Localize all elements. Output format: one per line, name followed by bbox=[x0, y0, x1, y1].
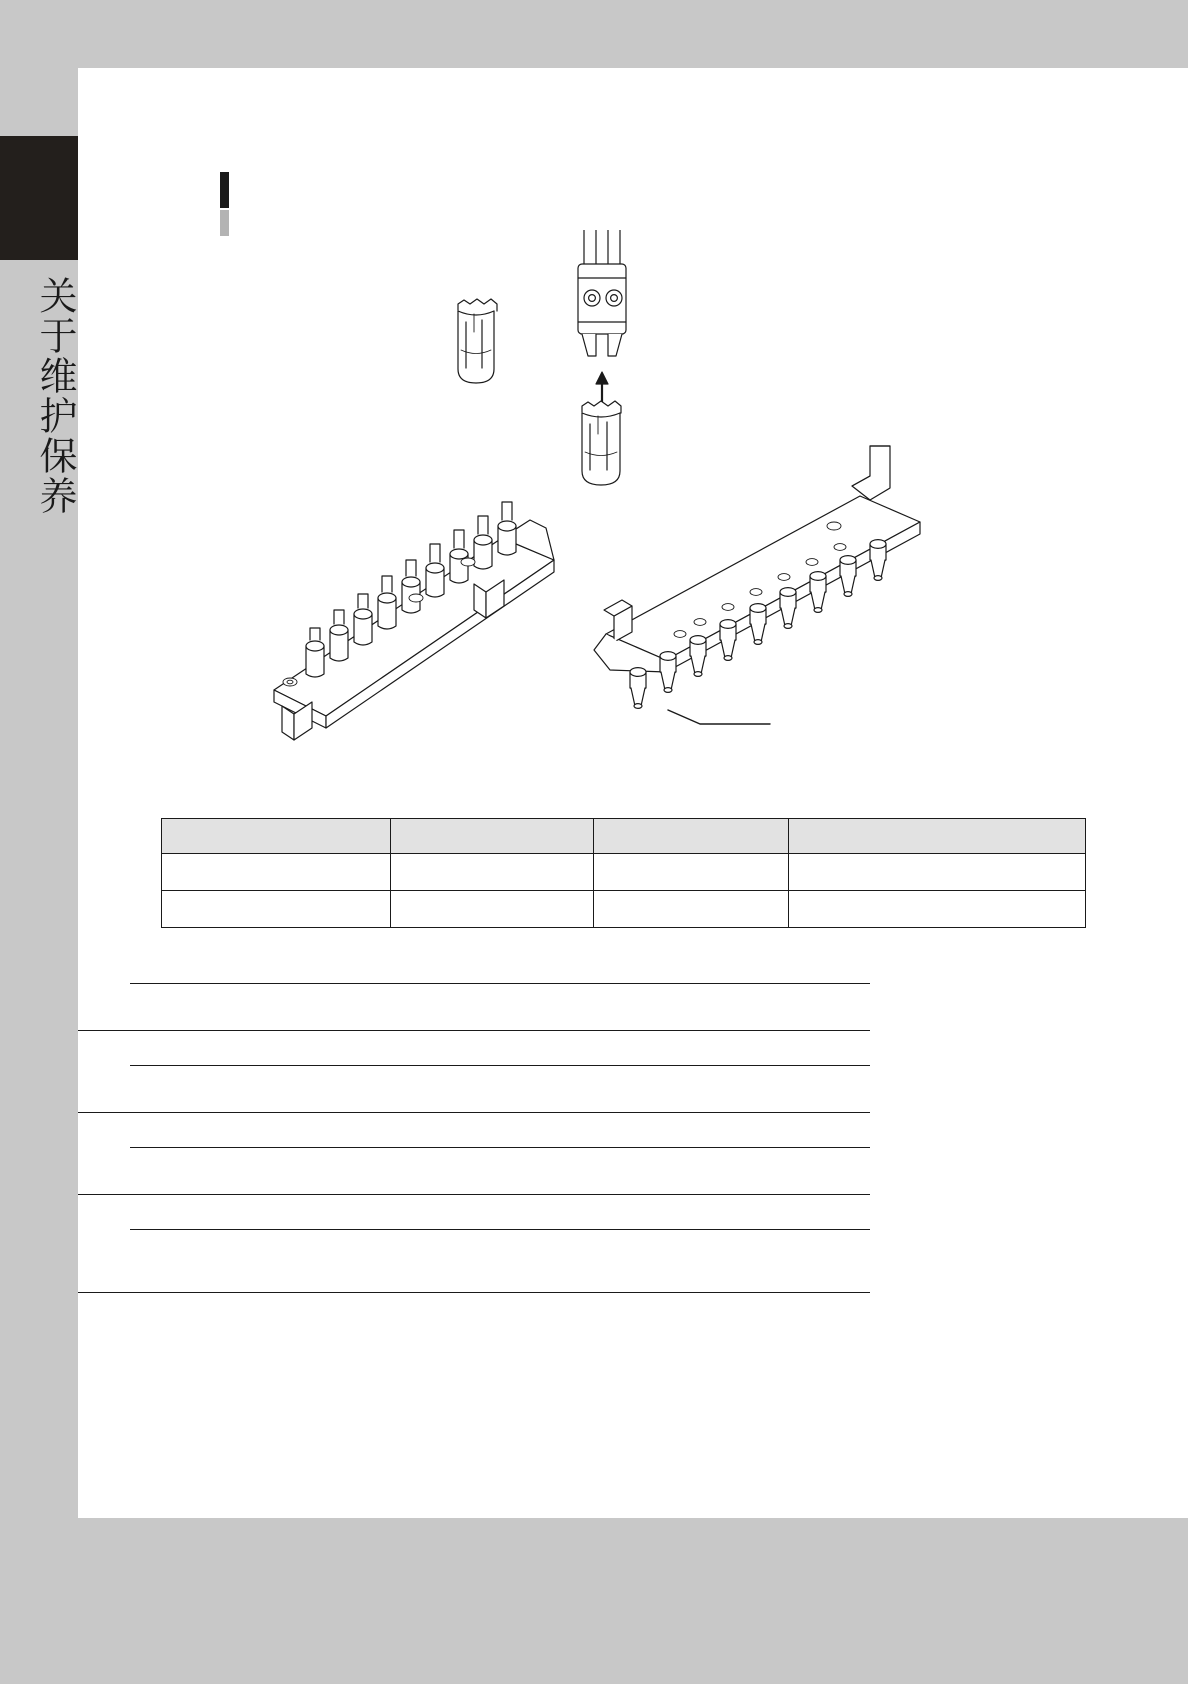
tool-rack-left bbox=[274, 502, 554, 740]
drill-holder-assembly bbox=[578, 230, 626, 356]
figure-illustration bbox=[230, 230, 990, 770]
table-row bbox=[162, 854, 1086, 891]
note-rule bbox=[130, 1147, 870, 1148]
notes-rules bbox=[0, 955, 1110, 1295]
table-header-row bbox=[162, 819, 1086, 854]
table-header-cell-2 bbox=[391, 819, 594, 854]
leader-line bbox=[668, 710, 770, 724]
table-header-cell-1 bbox=[162, 819, 391, 854]
sidebar-tab-label: 关于维护保养 bbox=[33, 276, 77, 516]
section-marker bbox=[220, 172, 229, 238]
table-cell bbox=[162, 891, 391, 928]
note-rule bbox=[78, 1030, 870, 1031]
section-marker-dark-bar bbox=[220, 172, 229, 208]
note-rule bbox=[78, 1112, 870, 1113]
drill-bit-detached bbox=[458, 299, 497, 383]
table-cell bbox=[391, 854, 594, 891]
table-cell bbox=[789, 854, 1086, 891]
drill-bit-insert bbox=[582, 401, 621, 485]
note-rule bbox=[130, 983, 870, 984]
section-marker-light-bar bbox=[220, 210, 229, 236]
note-rule bbox=[78, 1194, 870, 1195]
tool-rack-right bbox=[594, 446, 920, 708]
table-cell bbox=[594, 891, 789, 928]
table-row bbox=[162, 891, 1086, 928]
table-cell bbox=[391, 891, 594, 928]
note-rule bbox=[130, 1229, 870, 1230]
table-header-cell-4 bbox=[789, 819, 1086, 854]
table-cell bbox=[594, 854, 789, 891]
assembly-arrow bbox=[596, 372, 608, 406]
table-cell bbox=[789, 891, 1086, 928]
note-rule bbox=[130, 1065, 870, 1066]
spec-table bbox=[161, 818, 1086, 928]
sidebar-tab-block bbox=[0, 136, 78, 260]
note-rule bbox=[78, 1292, 870, 1293]
table-cell bbox=[162, 854, 391, 891]
table-header-cell-3 bbox=[594, 819, 789, 854]
